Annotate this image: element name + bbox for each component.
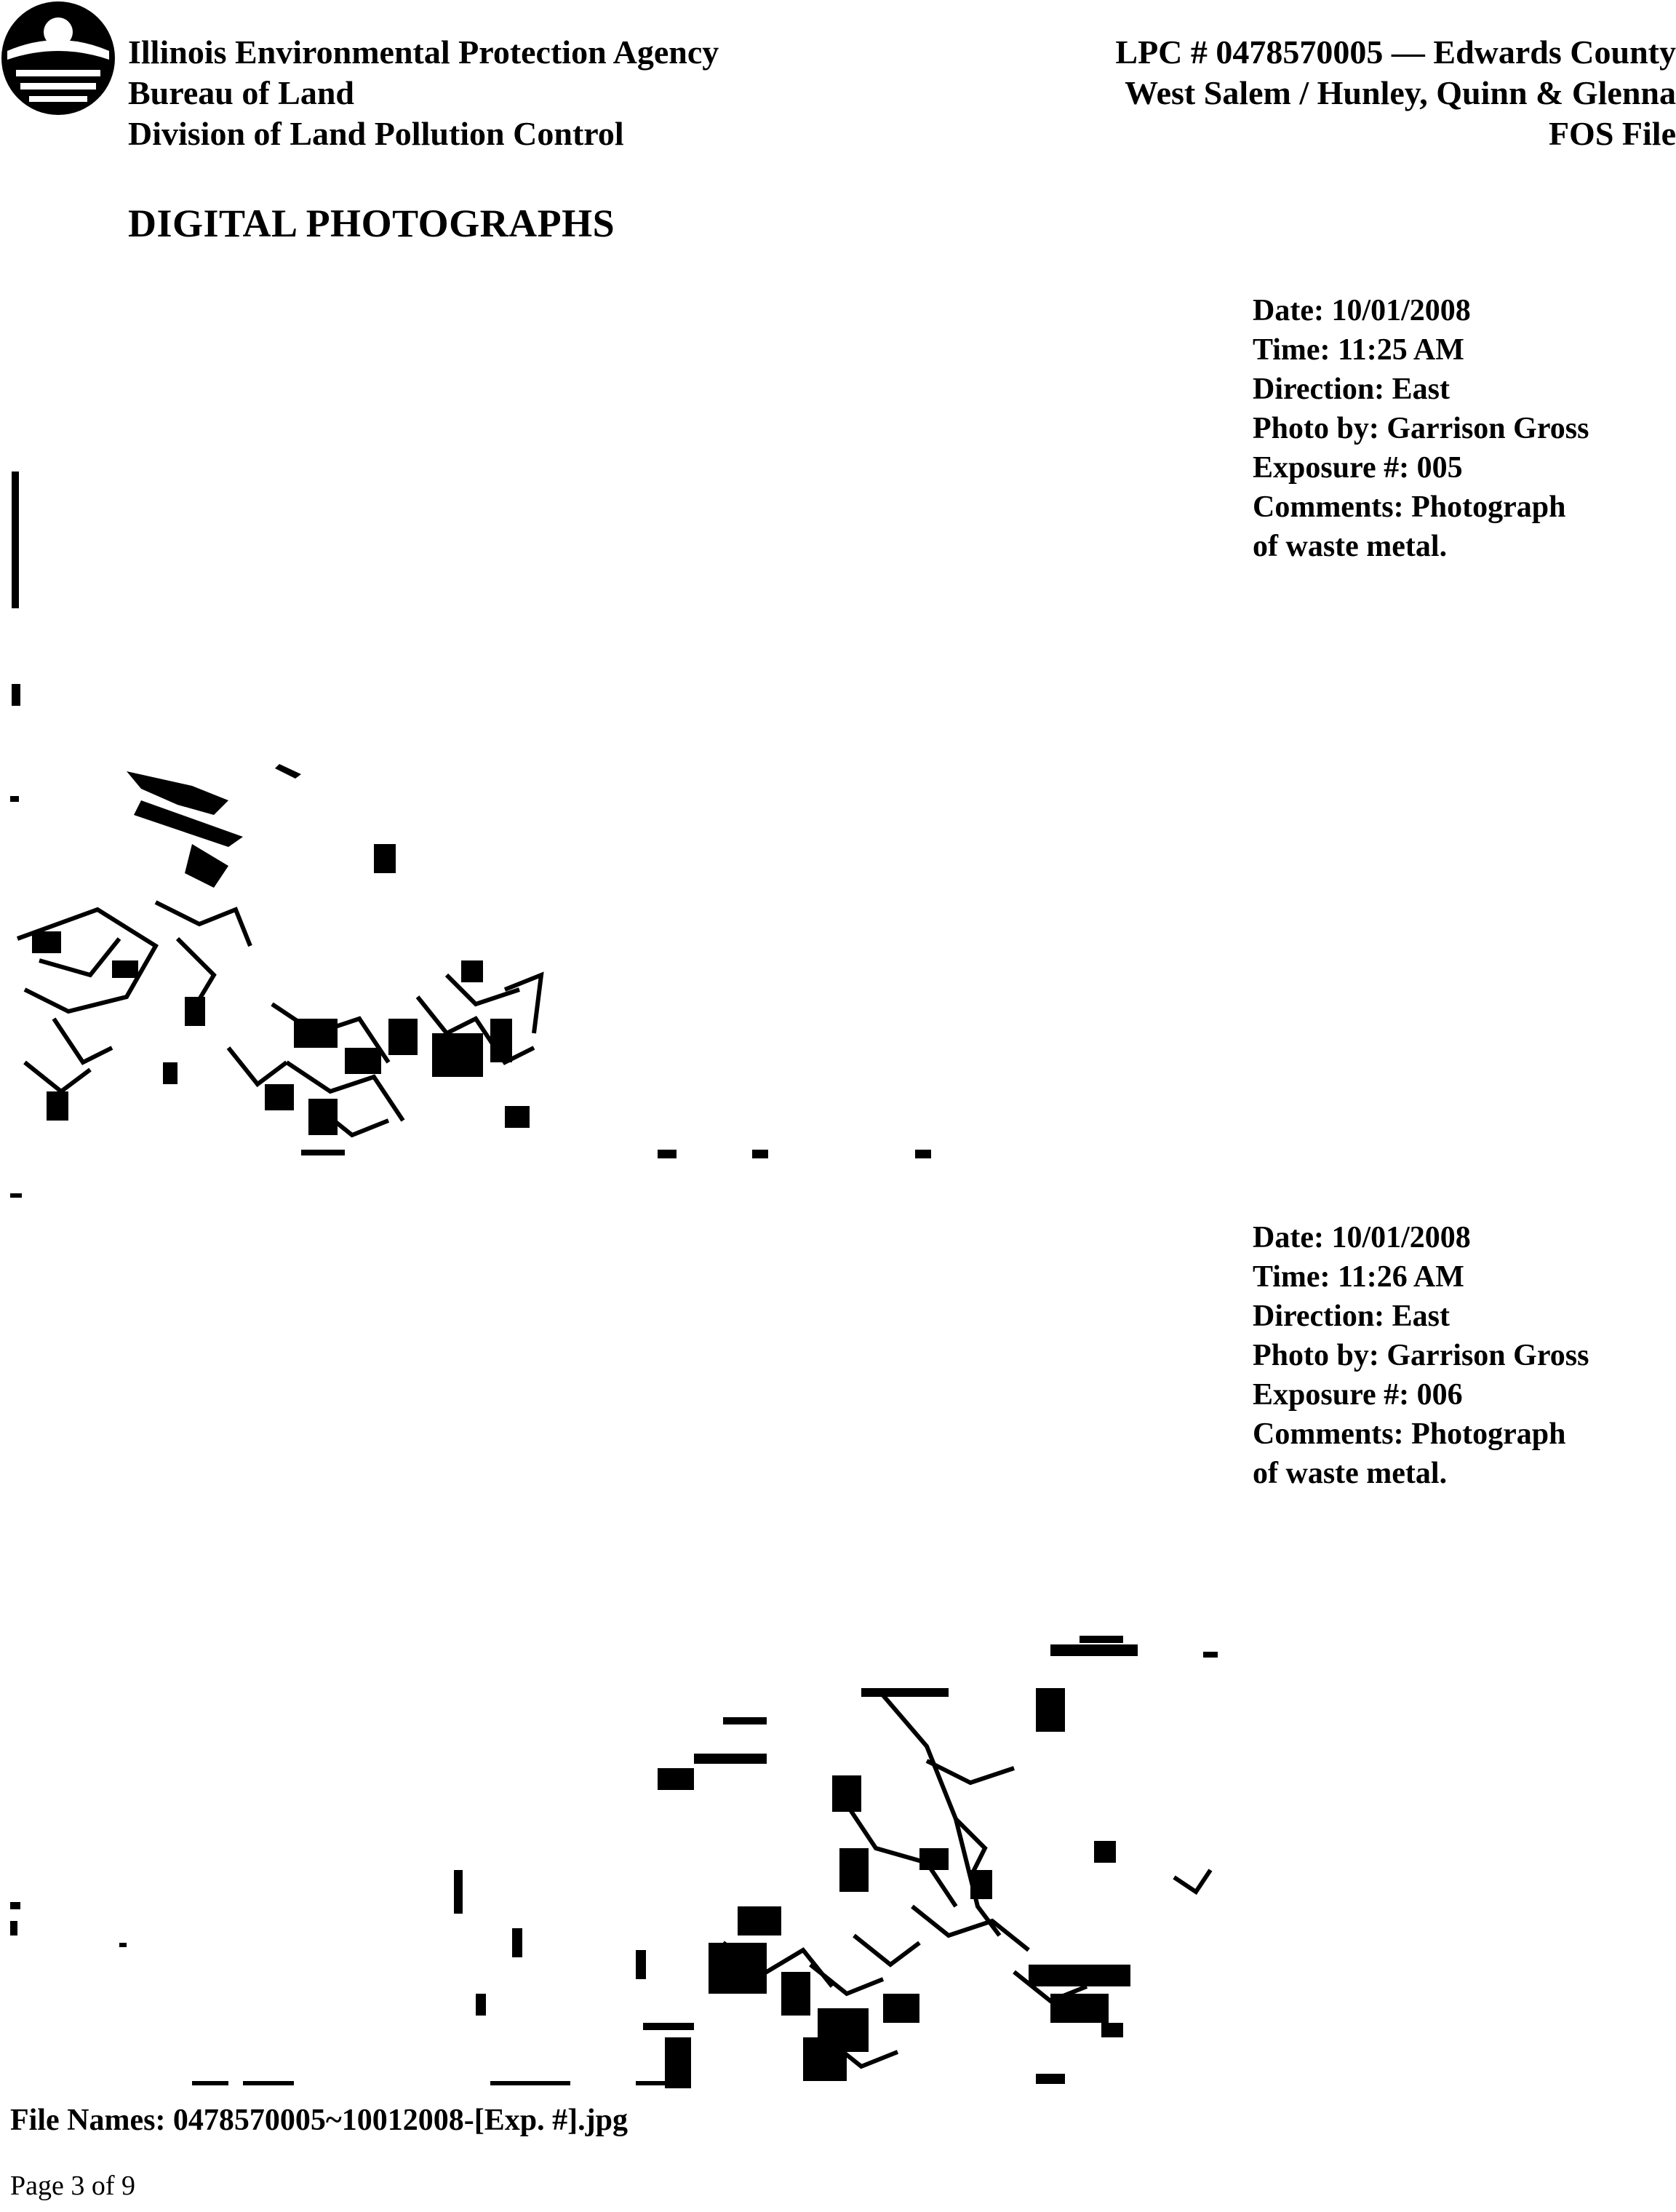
photo-time: Time: 11:25 AM bbox=[1253, 333, 1464, 367]
photo-exposure: Exposure #: 006 bbox=[1253, 1378, 1463, 1412]
agency-name: Illinois Environmental Protection Agency bbox=[128, 33, 719, 71]
photo-1 bbox=[10, 757, 956, 1164]
photo-2 bbox=[10, 1630, 1232, 2096]
photo-comments-continued: of waste metal. bbox=[1253, 1457, 1448, 1490]
lpc-number: LPC # 0478570005 — Edwards County bbox=[1115, 33, 1676, 71]
scan-mark bbox=[12, 684, 20, 706]
photo-time: Time: 11:26 AM bbox=[1253, 1260, 1464, 1294]
photo-1-details bbox=[1253, 291, 1660, 566]
photo-photographer: Photo by: Garrison Gross bbox=[1253, 1339, 1589, 1372]
photo-comments: Comments: Photograph bbox=[1253, 490, 1566, 524]
scan-mark bbox=[10, 1193, 22, 1198]
file-reference-block bbox=[1115, 32, 1676, 154]
photo-exposure: Exposure #: 005 bbox=[1253, 451, 1463, 485]
page-number: Page 3 of 9 bbox=[10, 2171, 136, 2201]
photo-comments: Comments: Photograph bbox=[1253, 1417, 1566, 1451]
site-name: West Salem / Hunley, Quinn & Glenna bbox=[1125, 74, 1676, 111]
photo-1-image bbox=[10, 757, 956, 1164]
photo-date: Date: 10/01/2008 bbox=[1253, 1221, 1471, 1254]
bureau-name: Bureau of Land bbox=[128, 74, 355, 111]
photo-2-image bbox=[10, 1630, 1232, 2096]
file-names: File Names: 0478570005~10012008-[Exp. #].jpg bbox=[10, 2104, 628, 2137]
photo-comments-continued: of waste metal. bbox=[1253, 530, 1448, 563]
photo-direction: Direction: East bbox=[1253, 1300, 1450, 1333]
division-name: Division of Land Pollution Control bbox=[128, 115, 624, 152]
file-type: FOS File bbox=[1548, 115, 1676, 152]
agency-block bbox=[128, 32, 719, 154]
photo-direction: Direction: East bbox=[1253, 373, 1450, 406]
photo-photographer: Photo by: Garrison Gross bbox=[1253, 412, 1589, 445]
page-title: DIGITAL PHOTOGRAPHS bbox=[128, 202, 615, 245]
photo-2-details bbox=[1253, 1218, 1660, 1493]
scan-mark bbox=[12, 472, 19, 608]
photo-date: Date: 10/01/2008 bbox=[1253, 294, 1471, 327]
illinois-epa-logo-icon bbox=[0, 0, 116, 116]
